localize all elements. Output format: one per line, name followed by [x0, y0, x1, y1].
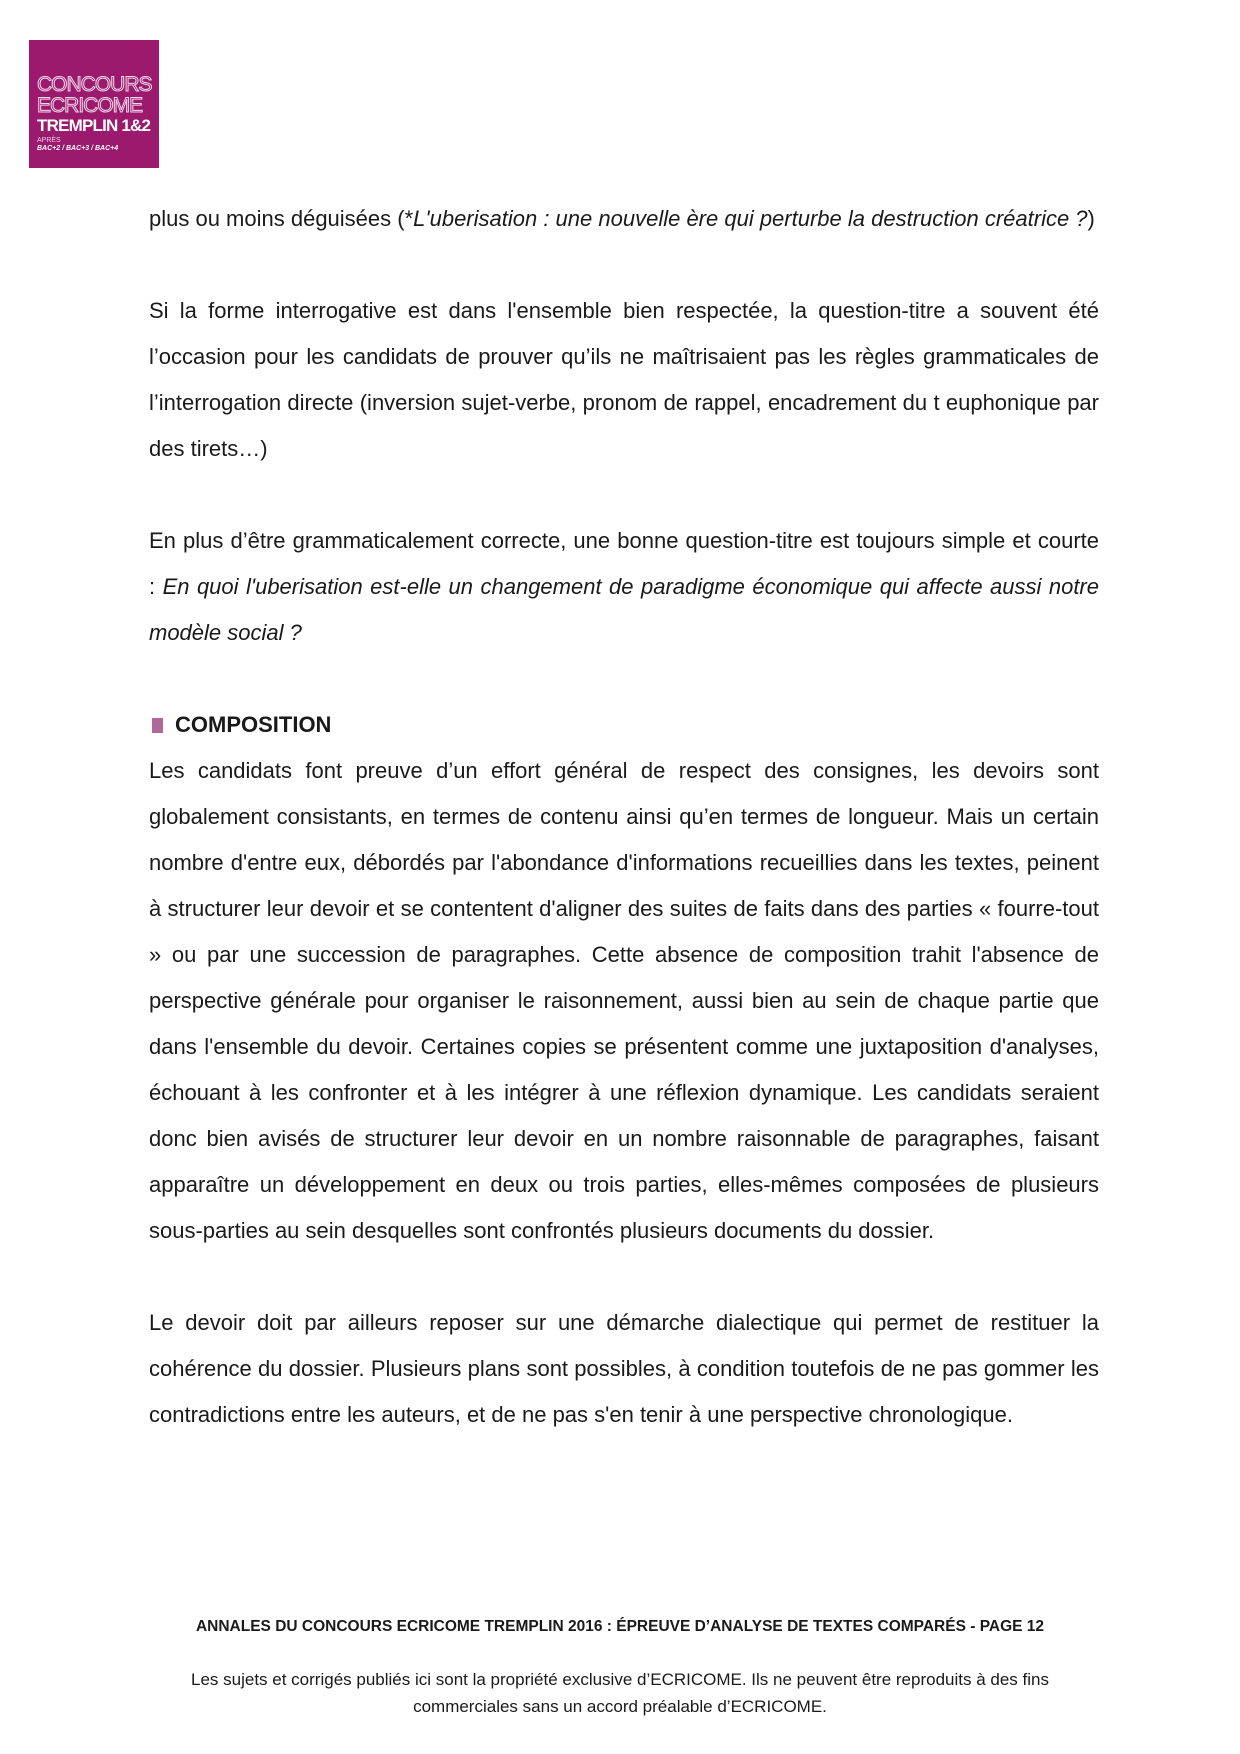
document-body: [149, 196, 1099, 1438]
logo-line-tremplin: TREMPLIN 1&2: [37, 116, 151, 135]
square-bullet-icon: [152, 718, 163, 733]
example-question: En quoi l'uberisation est-elle un changement de paradigme économique qui affecte aussi notre modèle social ?: [149, 574, 1099, 645]
example-title: L'uberisation : une nouvelle ère qui perturbe la destruction créatrice ?: [413, 206, 1088, 231]
footer-copyright-note: Les sujets et corrigés publiés ici sont la propriété exclusive d’ECRICOME. Ils ne peuvent être reproduits à des fins commerciales sans un accord préalable d’ECRICOME.: [191, 1670, 1049, 1716]
paragraph-2: Si la forme interrogative est dans l'ensemble bien respectée, la question-titre a souvent été l’occasion pour les candidats de prouver qu’ils ne maîtrisaient pas les règles grammaticales de l’interrogation directe (inversion sujet-verbe, pronom de rappel, encadrement du t euphonique par des tirets…): [149, 298, 1099, 461]
paragraph-3: En plus d’être grammaticalement correcte, une bonne question-titre est toujours simple et courte : En quoi l'uberisation est-elle un changement de paradigme économique qui affecte aussi notre modèle social ?: [149, 528, 1099, 645]
logo-line-apres: APRÈS: [37, 137, 61, 144]
ecricome-logo: [29, 40, 159, 168]
logo-line-ecricome: ECRICOME: [37, 94, 143, 117]
section-title: COMPOSITION: [175, 712, 332, 737]
section-heading: [149, 702, 1099, 748]
footer-title: ANNALES DU CONCOURS ECRICOME TREMPLIN 2016 : ÉPREUVE D’ANALYSE DE TEXTES COMPARÉS - PAGE 12: [195, 1618, 1045, 1635]
composition-paragraph-2: Le devoir doit par ailleurs reposer sur une démarche dialectique qui permet de restituer la cohérence du dossier. Plusieurs plans sont possibles, à condition toutefois de ne pas gommer les contradictions entre les auteurs, et de ne pas s'en tenir à une perspective chronologique.: [149, 1310, 1099, 1427]
paragraph-1: plus ou moins déguisées (*L'uberisation : une nouvelle ère qui perturbe la destruction créatrice ?): [149, 206, 1095, 231]
logo-line-concours: CONCOURS: [37, 73, 152, 96]
composition-paragraph-1: Les candidats font preuve d’un effort général de respect des consignes, les devoirs sont globalement consistants, en termes de contenu ainsi qu’en termes de longueur. Mais un certain nombre d'entre eux, débordés par l'abondance d'informations recueillies dans les textes, peinent à structurer leur devoir et se contentent d'aligner des suites de faits dans des parties « fourre-tout » ou par une succession de paragraphes. Cette absence de composition trahit l'absence de perspective générale pour organiser le raisonnement, aussi bien au sein de chaque partie que dans l'ensemble du devoir. Certaines copies se présentent comme une juxtaposition d'analyses, échouant à les confronter et à les intégrer à une réflexion dynamique. Les candidats seraient donc bien avisés de structurer leur devoir en un nombre raisonnable de paragraphes, faisant apparaître un développement en deux ou trois parties, elles-mêmes composées de plusieurs sous-parties au sein desquelles sont confrontés plusieurs documents du dossier.: [149, 758, 1099, 1243]
logo-line-levels: BAC+2 / BAC+3 / BAC+4: [37, 145, 119, 152]
